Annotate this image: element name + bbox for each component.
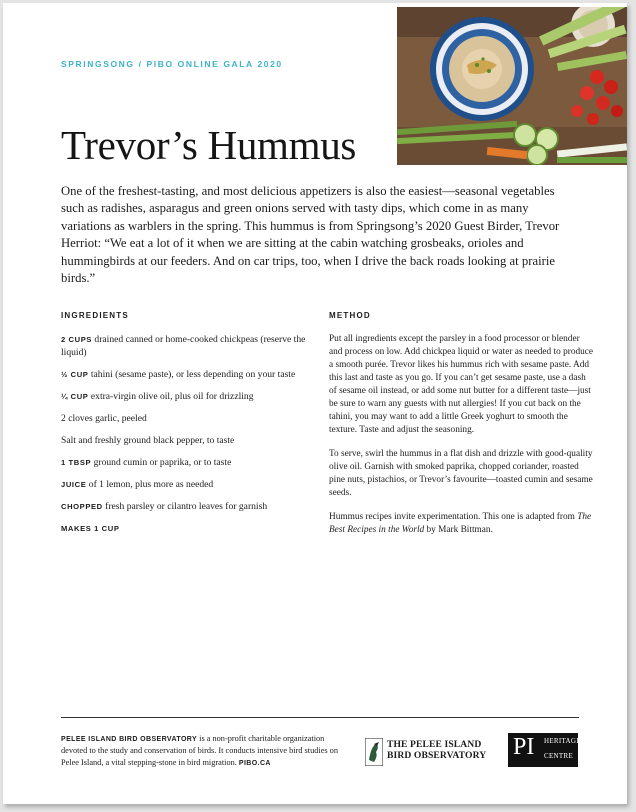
method-paragraph-1: Put all ingredients except the parsley in a food processor or blender and process on low. Add chickpea liquid or water as needed to produce a smooth purée. Trevor likes his hummus rich with sesame paste. Add this last and taste as you go. If you can’t get sesame paste, use a dash of sesame oil instead, or add some nut butter for a different taste—just be sure to warn any guests with nut allergies! If you cut back on the tahini, you may want to add a little Greek yoghurt to smooth the texture. Taste and adjust the seasoning. xyxy=(329,334,594,435)
pibo-logo-line1: THE PELEE ISLAND xyxy=(387,739,482,750)
website-link[interactable]: PIBO.CA xyxy=(238,759,271,767)
footer-description: PELEE ISLAND BIRD OBSERVATORY is a non-profit charitable organization devoted to the study and conservation of birds. It conducts intensive bird studies on Pelee Island, a vital stepping-stone in bird migration. PIBO.CA xyxy=(61,734,338,767)
page-title: Trevor’s Hummus xyxy=(61,122,357,168)
bird-logo-icon xyxy=(365,738,383,766)
method-paragraph-3: Hummus recipes invite experimentation. This one is adapted from The Best Recipes in the World by Mark Bittman. xyxy=(329,512,592,535)
intro-paragraph: One of the freshest-tasting, and most delicious appetizers is also the easiest—seasonal vegetables such as radishes, asparagus and green onions served with tasty dips, which come in as many variations as warblers in the spring. This hummus is from Springsong’s 2020 Guest Birder, Trevor Herriot: “We eat a lot of it when we are sitting at the cabin watching grosbeaks, orioles and hummingbirds at our feeders. And on car trips, too, when I drive the back roads looking at prairie birds.” xyxy=(61,184,560,286)
pibo-logo xyxy=(365,736,500,768)
heritage-centre-logo xyxy=(508,733,581,767)
pi-monogram: PI xyxy=(513,734,535,760)
ingredient-item: JUICE of 1 lemon, plus more as needed xyxy=(61,479,214,490)
method-paragraph-2: To serve, swirl the hummus in a flat dish and drizzle with good-quality olive oil. Garnish with smoked paprika, chopped coriander, roasted pine nuts, pistachios, or Trevor’s favourite—toasted cumin and sesame seeds. xyxy=(329,449,593,498)
event-kicker: SPRINGSONG / PIBO ONLINE GALA 2020 xyxy=(61,59,283,69)
centre-label: CENTRE xyxy=(544,752,574,760)
ingredient-item: CHOPPED fresh parsley or cilantro leaves for garnish xyxy=(61,501,268,512)
ingredient-item: Salt and freshly ground black pepper, to taste xyxy=(61,435,235,446)
ingredient-item: ¼ CUP extra-virgin olive oil, plus oil for drizzling xyxy=(61,391,254,402)
pibo-logo-line2: BIRD OBSERVATORY xyxy=(387,750,487,761)
method-text xyxy=(329,333,595,548)
heritage-label: HERITAGE xyxy=(544,737,581,745)
recipe-page xyxy=(3,3,627,804)
ingredient-item: ½ CUP tahini (sesame paste), or less depending on your taste xyxy=(61,369,296,380)
footer-divider xyxy=(61,717,579,718)
ingredients-heading: INGREDIENTS xyxy=(61,311,129,320)
ingredient-item: 2 CUPS drained canned or home-cooked chickpeas (reserve the liquid) xyxy=(61,334,306,358)
method-heading: METHOD xyxy=(329,311,371,320)
ingredient-item: 1 TBSP ground cumin or paprika, or to taste xyxy=(61,457,232,468)
hummus-photo xyxy=(397,7,627,165)
yield-line: MAKES 1 CUP xyxy=(61,524,120,533)
book-title: The Best Recipes in the World xyxy=(329,512,592,535)
ingredient-item: 2 cloves garlic, peeled xyxy=(61,413,147,424)
ingredients-list xyxy=(61,333,311,544)
hummus-platter-image xyxy=(397,7,627,165)
